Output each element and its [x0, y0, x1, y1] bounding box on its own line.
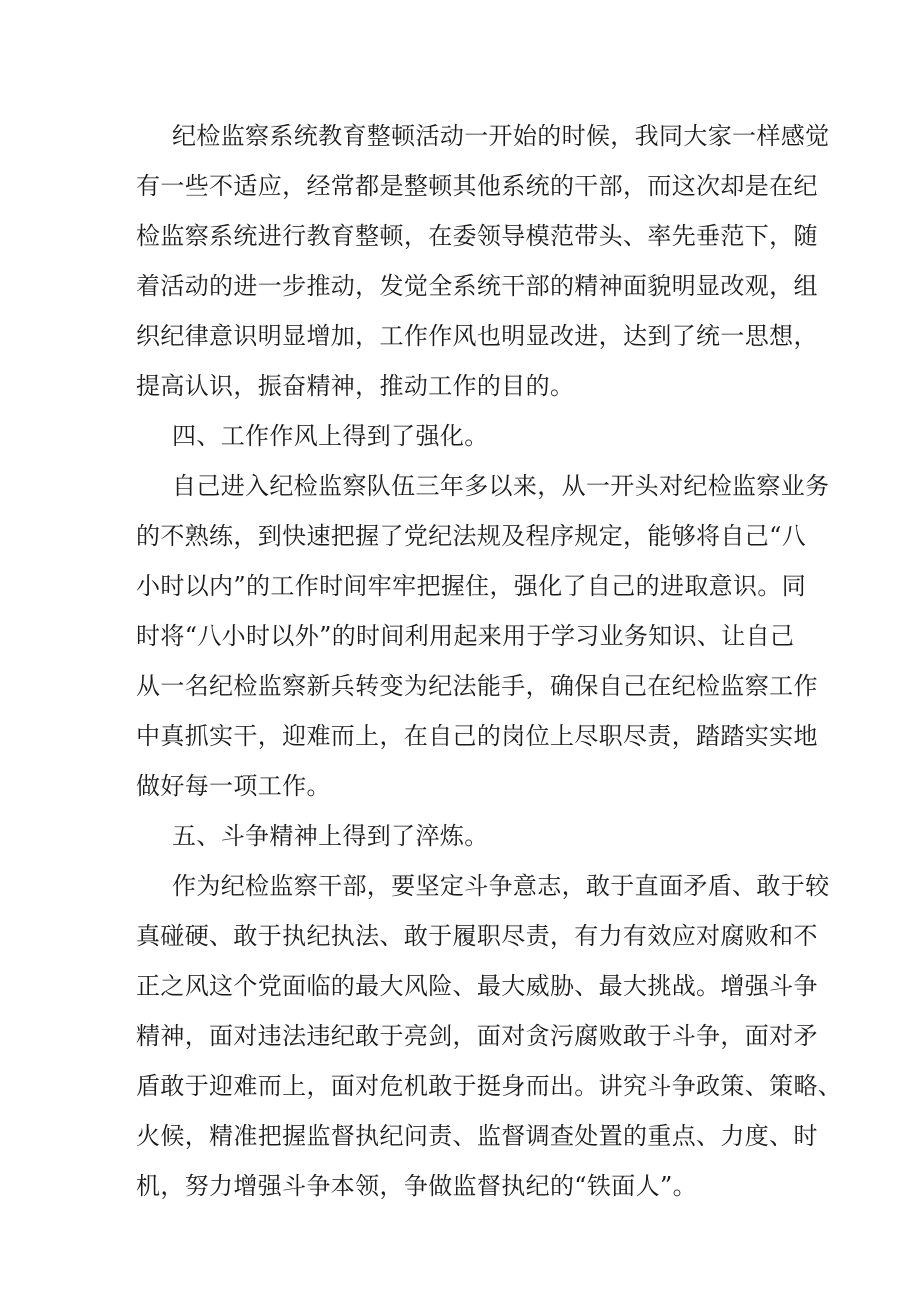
- paragraph-3-line-4: 精神，面对违法违纪敢于亮剑，面对贪污腐败敢于斗争，面对矛: [136, 1022, 818, 1050]
- paragraph-1-line-2: 有一些不适应，经常都是整顿其他系统的干部，而这次却是在纪: [136, 172, 818, 200]
- paragraph-3-line-7: 机，努力增强斗争本领，争做监督执纪的“铁面人”。: [136, 1172, 697, 1200]
- paragraph-2-line-5: 从一名纪检监察新兵转变为纪法能手，确保自己在纪检监察工作: [136, 672, 818, 700]
- paragraph-2-line-2: 的不熟练，到快速把握了党纪法规及程序规定，能够将自己“八: [136, 522, 807, 550]
- paragraph-1-line-1: 纪检监察系统教育整顿活动一开始的时候，我同大家一样感觉: [172, 122, 830, 150]
- paragraph-3-line-3: 正之风这个党面临的最大风险、最大威胁、最大挑战。增强斗争: [136, 972, 818, 1000]
- paragraph-1-line-4: 着活动的进一步推动，发觉全系统干部的精神面貌明显改观，组: [136, 272, 818, 300]
- paragraph-2-line-1: 自己进入纪检监察队伍三年多以来，从一开头对纪检监察业务: [172, 472, 830, 500]
- paragraph-1-line-6: 提高认识，振奋精神，推动工作的目的。: [136, 372, 575, 400]
- paragraph-1-line-5: 织纪律意识明显增加，工作作风也明显改进，达到了统一思想，: [136, 322, 818, 350]
- section-heading-4: 四、工作作风上得到了强化。: [172, 422, 489, 450]
- paragraph-2-line-3: 小时以内”的工作时间牢牢把握住，强化了自己的进取意识。同: [136, 572, 807, 600]
- paragraph-3-line-2: 真碰硬、敢于执纪执法、敢于履职尽责，有力有效应对腐败和不: [136, 922, 818, 950]
- paragraph-2-line-4: 时将“八小时以外”的时间利用起来用于学习业务知识、让自己: [136, 622, 795, 650]
- paragraph-1-line-3: 检监察系统进行教育整顿，在委领导模范带头、率先垂范下，随: [136, 222, 818, 250]
- paragraph-3-line-6: 火候，精准把握监督执纪问责、监督调查处置的重点、力度、时: [136, 1122, 818, 1150]
- paragraph-3-line-1: 作为纪检监察干部，要坚定斗争意志，敢于直面矛盾、敢于较: [172, 872, 830, 900]
- paragraph-2-line-6: 中真抓实干，迎难而上，在自己的岗位上尽职尽责，踏踏实实地: [136, 722, 818, 750]
- paragraph-3-line-5: 盾敢于迎难而上，面对危机敢于挺身而出。讲究斗争政策、策略、: [136, 1072, 843, 1100]
- paragraph-2-line-7: 做好每一项工作。: [136, 772, 331, 800]
- section-heading-5: 五、斗争精神上得到了淬炼。: [172, 822, 489, 850]
